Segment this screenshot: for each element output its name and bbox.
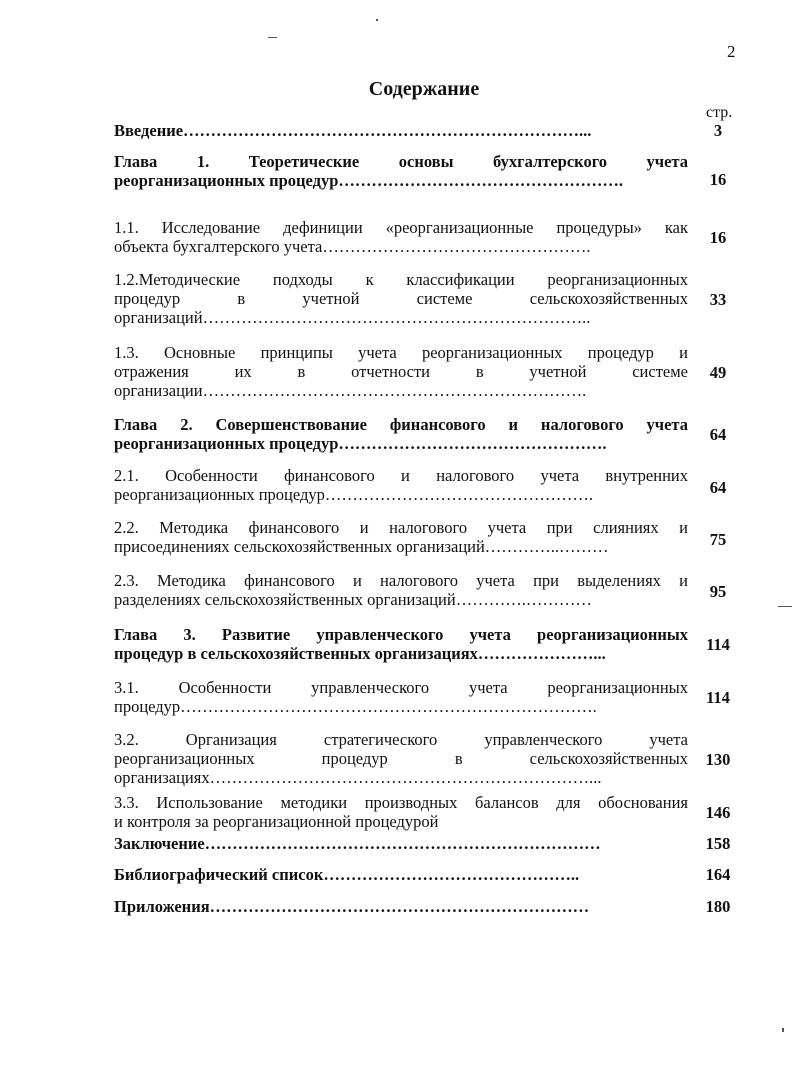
toc-page-section-2-1: 64: [709, 478, 727, 497]
toc-entry-section-1-2: [114, 270, 688, 327]
toc-page-introduction: 3: [713, 121, 723, 140]
toc-entry-line: 3.2. Организация стратегического управленческого учета: [114, 730, 688, 749]
scan-speck: [782, 1028, 784, 1032]
toc-entry-appendices: [114, 897, 688, 916]
toc-entry-line: Глава 1. Теоретические основы бухгалтерского учета: [114, 152, 688, 171]
toc-page-section-2-3: 95: [709, 582, 727, 601]
toc-entry-line: Приложения……………………………………………………………: [114, 897, 590, 916]
toc-entry-line: Библиографический список………………………………………..: [114, 865, 580, 884]
toc-entry-section-2-3: [114, 571, 688, 609]
toc-entry-line: 3.3. Использование методики производных балансов для обоснования: [114, 793, 688, 812]
toc-entry-line: отражения их в отчетности в учетной системе: [114, 362, 688, 381]
scan-speck: [268, 37, 277, 38]
toc-entry-section-2-2: [114, 518, 688, 556]
toc-entry-line: Глава 3. Развитие управленческого учета реорганизационных: [114, 625, 688, 644]
toc-page-section-3-2: 130: [705, 750, 731, 769]
toc-entry-bibliography: [114, 865, 688, 884]
toc-entry-line: присоединениях сельскохозяйственных организаций…………..………: [114, 537, 609, 556]
toc-page-section-1-2: 33: [709, 290, 727, 309]
toc-entry-line: 1.1. Исследование дефиниции «реорганизационные процедуры» как: [114, 218, 688, 237]
toc-entry-line: организаций……………………………………………………………..: [114, 308, 591, 327]
toc-page-chapter-2: 64: [709, 425, 727, 444]
page-number: 2: [727, 42, 736, 61]
toc-entry-line: организации…………………………………………………………….: [114, 381, 587, 400]
toc-entry-section-3-3: [114, 793, 688, 831]
toc-page-section-3-1: 114: [706, 688, 730, 707]
toc-entry-line: реорганизационных процедур…………………………………………….: [114, 171, 624, 190]
toc-entry-introduction: [114, 121, 688, 140]
toc-entry-line: 3.1. Особенности управленческого учета реорганизационных: [114, 678, 688, 697]
toc-entry-line: Заключение………………………………………………………………: [114, 834, 601, 853]
toc-page-appendices: 180: [705, 897, 731, 916]
toc-entry-line: 2.1. Особенности финансового и налогового учета внутренних: [114, 466, 688, 485]
toc-page-section-1-3: 49: [709, 363, 727, 382]
toc-page-section-1-1: 16: [709, 228, 727, 247]
toc-entry-line: Глава 2. Совершенствование финансового и налогового учета: [114, 415, 688, 434]
toc-page-chapter-1: 16: [709, 170, 727, 189]
toc-entry-chapter-1: [114, 152, 688, 190]
toc-entry-line: Введение………………………………………………………………...: [114, 121, 592, 140]
toc-entry-section-3-1: [114, 678, 688, 716]
toc-entry-line: объекта бухгалтерского учета………………………………………….: [114, 237, 591, 256]
toc-entry-section-1-1: [114, 218, 688, 256]
toc-page-bibliography: 164: [705, 865, 731, 884]
toc-entry-line: реорганизационных процедур………………………………………….: [114, 485, 593, 504]
toc-entry-line: и контроля за реорганизационной процедурой: [114, 812, 439, 831]
toc-entry-line: 1.3. Основные принципы учета реорганизационных процедур и: [114, 343, 688, 362]
toc-entry-line: организациях……………………………………………………………...: [114, 768, 602, 787]
toc-entry-line: процедур………………………………………………………………….: [114, 697, 597, 716]
toc-entry-line: процедур в учетной системе сельскохозяйственных: [114, 289, 688, 308]
toc-entry-chapter-2: [114, 415, 688, 453]
toc-page-section-3-3: 146: [705, 803, 731, 822]
toc-entry-section-1-3: [114, 343, 688, 400]
toc-entry-section-3-2: [114, 730, 688, 787]
toc-entry-conclusion: [114, 834, 688, 853]
toc-entry-line: разделениях сельскохозяйственных организаций………….…………: [114, 590, 592, 609]
toc-entry-line: реорганизационных процедур………………………………………….: [114, 434, 607, 453]
toc-entry-section-2-1: [114, 466, 688, 504]
page-column-header: стр.: [706, 104, 733, 121]
toc-page-section-2-2: 75: [709, 530, 727, 549]
toc-entry-line: 2.3. Методика финансового и налогового учета при выделениях и: [114, 571, 688, 590]
toc-entry-line: процедур в сельскохозяйственных организациях…………………...: [114, 644, 606, 663]
scan-speck: [376, 19, 378, 21]
toc-entry-chapter-3: [114, 625, 688, 663]
toc-entry-line: реорганизационных процедур в сельскохозяйственных: [114, 749, 688, 768]
toc-entry-line: 2.2. Методика финансового и налогового учета при слияниях и: [114, 518, 688, 537]
toc-page-chapter-3: 114: [706, 635, 730, 654]
toc-page-conclusion: 158: [705, 834, 731, 853]
scan-speck: [778, 606, 792, 607]
page-title: Содержание: [368, 78, 480, 100]
toc-entry-line: 1.2.Методические подходы к классификации реорганизационных: [114, 270, 688, 289]
